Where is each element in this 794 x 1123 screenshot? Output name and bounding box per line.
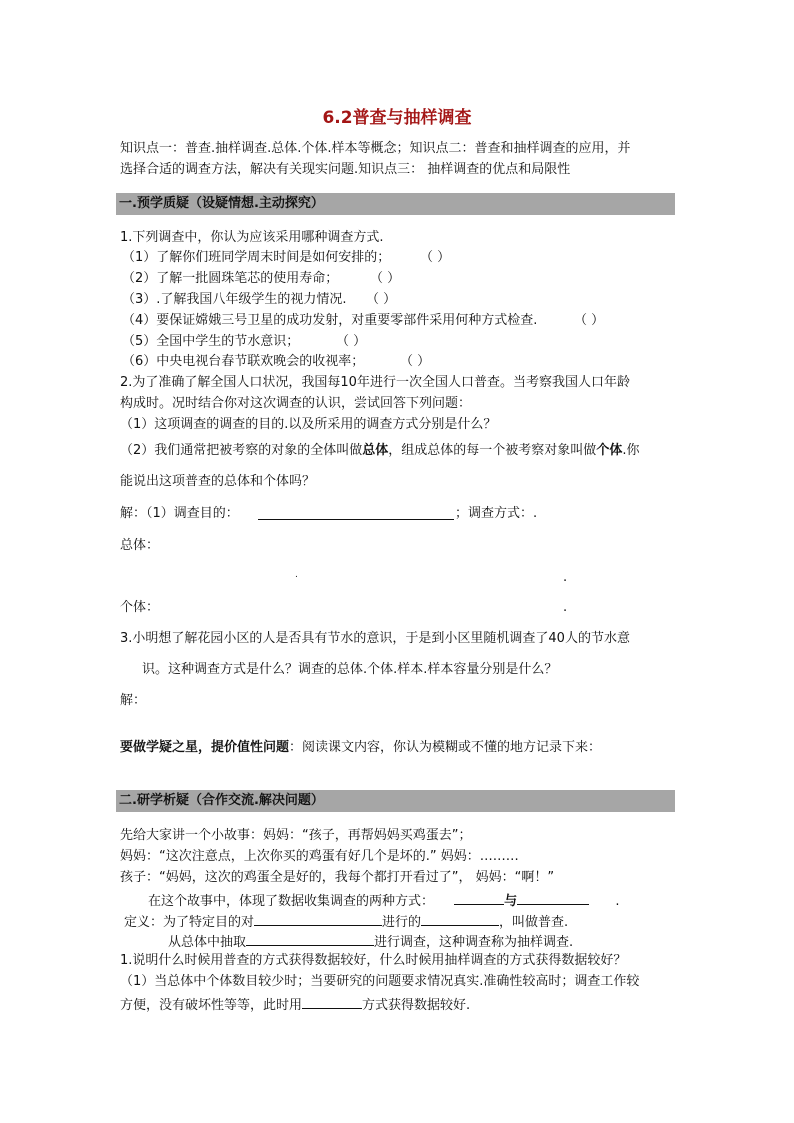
q1-item-4: （4）要保证嫦娥三号卫星的成功发射，对重要零部件采用何种方式检查. (122, 313, 538, 328)
definition-sampling-a: 从总体中抽取 (168, 935, 247, 950)
story-line-1: 先给大家讲一个小故事：妈妈：“孩子，再帮妈妈买鸡蛋去”； (120, 828, 472, 843)
section-header-2: 二.研学析疑（合作交流.解决问题） (119, 793, 324, 808)
q2-answer-prefix: 解：（1）调查目的： (120, 506, 239, 521)
method-choice-blank[interactable] (302, 994, 362, 1009)
story-line-3: 孩子：“妈妈，这次的鸡蛋全是好的，我每个都打开看过了”， 妈妈：“啊！” (120, 870, 555, 885)
section2-q1: 1.说明什么时候用普查的方式获得数据较好，什么时候用抽样调查的方式获得数据较好？ (120, 953, 627, 968)
individual-end-dot: . (563, 600, 568, 615)
q1-item-1: （1）了解你们班同学周末时间是如何安排的； (122, 250, 391, 265)
q2-line-1: 2.为了准确了解全国人口状况，我国每10年进行一次全国人口普查。当考察我国人口年龄 (120, 375, 630, 390)
q2-answer-method: ；调查方式：. (455, 506, 538, 521)
definition-census-b: 进行的 (382, 915, 422, 930)
q3-line-1: 3.小明想了解花园小区的人是否具有节水的意识，于是到小区里随机调查了40人的节水意 (120, 631, 630, 646)
total-end-dot: . (563, 570, 568, 585)
story-and: 与 (504, 894, 518, 909)
q1-item-1-blank: （ ） (420, 250, 451, 265)
term-total: 总体 (362, 443, 389, 458)
q2-line-2: 构成时。况时结合你对这次调查的认识，尝试回答下列问题： (120, 396, 472, 411)
section-header-bar-1 (116, 193, 675, 215)
study-star-text: ：阅读课文内容，你认为模糊或不懂的地方记录下来： (289, 740, 602, 755)
q1-item-3-blank: （ ） (366, 292, 397, 307)
section2-q1-sub1-line-1: （1）当总体中个体数目较少时；当要研究的问题要求情况真实.准确性较高时；调查工作较 (120, 974, 640, 989)
objectives-line-1: 知识点一：普查.抽样调查.总体.个体.样本等概念；知识点二：普查和抽样调查的应用，并 (120, 141, 631, 156)
section-header-bar-2 (116, 790, 675, 812)
q1-item-2: （2）了解一批圆珠笔芯的使用寿命； (122, 271, 339, 286)
q3-line-2: 识。这种调查方式是什么？调查的总体.个体.样本.样本容量分别是什么？ (142, 662, 558, 677)
definition-sampling (168, 931, 573, 952)
q1-item-5: （5）全国中学生的节水意识； (122, 334, 300, 349)
story-line-4 (148, 890, 619, 911)
definition-census-a: 定义：为了特定目的对 (124, 915, 255, 930)
method-blank-2[interactable] (517, 890, 589, 905)
definition-census (124, 911, 568, 932)
section2-q1-sub1-line-2-a: 方便，没有破坏性等等，此时用 (120, 998, 303, 1013)
census-object-blank[interactable] (254, 911, 382, 926)
story-line-4-end: . (615, 894, 620, 909)
sample-blank[interactable] (246, 931, 374, 946)
q3-answer: 解： (120, 693, 147, 708)
q2-sub-2-text-c: ，组成总体的每一个被考察对象叫做 (388, 443, 597, 458)
section2-q1-sub1-line-2-b: 方式获得数据较好. (362, 998, 471, 1013)
section2-q1-sub1-line-2 (120, 994, 470, 1015)
q1-item-3: （3）.了解我国八年级学生的视力情况. (122, 292, 347, 307)
q1-item-4-blank: （ ） (574, 313, 605, 328)
definition-census-c: ，叫做普查. (499, 915, 569, 930)
q1-intro: 1.下列调查中，你认为应该采用哪种调查方式. (120, 230, 384, 245)
q2-sub-2-line-2: 能说出这项普查的总体和个体吗？ (120, 474, 316, 489)
individual-label: 个体： (120, 600, 160, 615)
total-label: 总体： (120, 538, 160, 553)
faint-dot: . (295, 570, 298, 580)
census-action-blank[interactable] (421, 911, 499, 926)
q1-item-6: （6）中央电视台春节联欢晚会的收视率； (122, 354, 365, 369)
term-individual: 个体 (596, 443, 623, 458)
story-line-2: 妈妈：“这次注意点，上次你买的鸡蛋有好几个是坏的.” 妈妈：……… (120, 849, 519, 864)
study-star-bold: 要做学疑之星，提价值性问题 (120, 740, 290, 755)
q1-item-6-blank: （ ） (400, 354, 431, 369)
story-line-4-text: 在这个故事中，体现了数据收集调查的两种方式： (148, 894, 435, 909)
method-blank-1[interactable] (454, 890, 504, 905)
q2-sub-2 (120, 442, 639, 460)
page-title: 6.2普查与抽样调查 (322, 108, 472, 128)
section-header-1: 一.预学质疑（设疑情想.主动探究） (119, 196, 324, 211)
q2-sub-1: （1）这项调查的调查的目的.以及所采用的调查方式分别是什么？ (120, 417, 497, 432)
q2-sub-2-text-d: .你 (622, 443, 640, 458)
q2-sub-2-text-a: （2）我们通常把被考察的对象的全体叫做 (120, 443, 363, 458)
q1-item-5-blank: （ ） (336, 334, 367, 349)
definition-sampling-b: 进行调查，这种调查称为抽样调查. (374, 935, 574, 950)
q1-item-2-blank: （ ） (370, 271, 401, 286)
study-star-prompt (120, 739, 601, 757)
purpose-answer-line[interactable] (258, 519, 454, 520)
objectives-line-2: 选择合适的调查方法，解决有关现实问题.知识点三： 抽样调查的优点和局限性 (120, 162, 571, 177)
